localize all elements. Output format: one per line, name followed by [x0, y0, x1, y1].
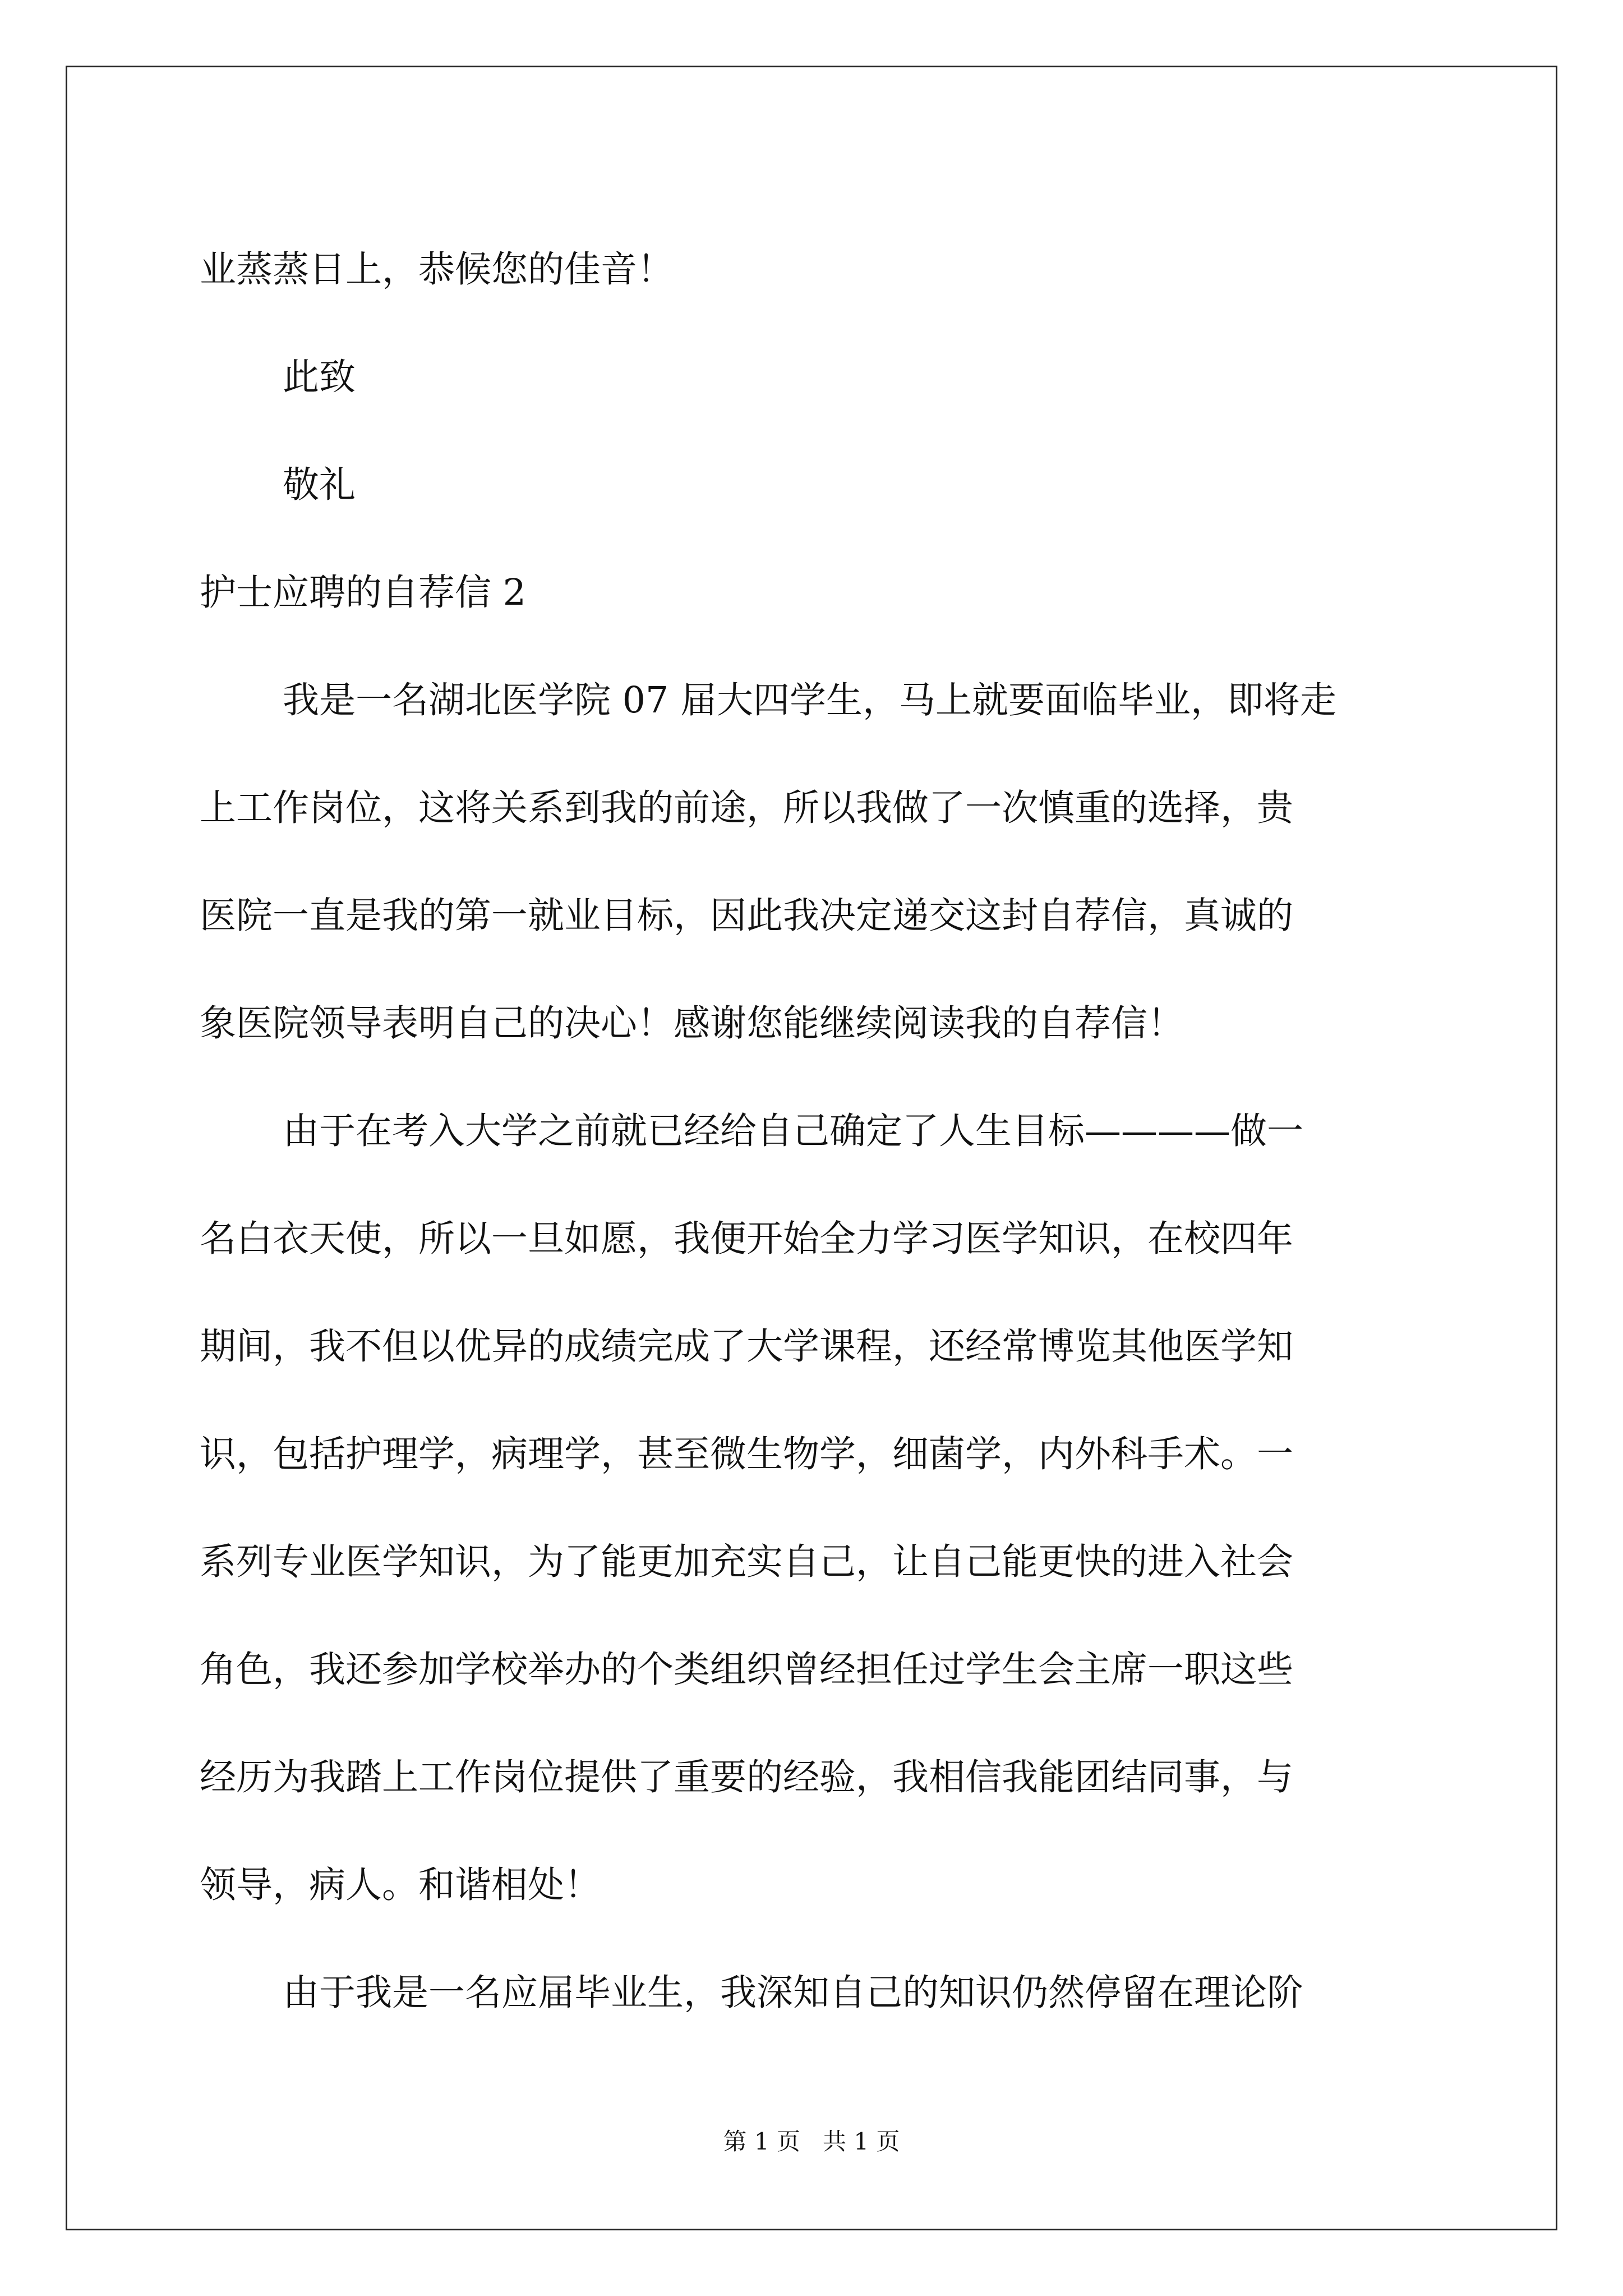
text-line-11: 期间，我不但以优异的成绩完成了大学课程，还经常博览其他医学知	[200, 1326, 1294, 1368]
text-line-9: 由于在考入大学之前就已经给自己确定了人生目标————做一	[283, 1110, 1304, 1152]
text-line-12: 识，包括护理学，病理学，甚至微生物学，细菌学，内外科手术。一	[200, 1433, 1294, 1475]
text-line-5: 我是一名湖北医学院 07 届大四学生，马上就要面临毕业，即将走	[283, 679, 1337, 721]
text-line-2: 此致	[283, 356, 356, 398]
text-line-14: 角色，我还参加学校举办的个类组织曾经担任过学生会主席一职这些	[200, 1649, 1294, 1691]
page-footer: 第 1 页 共 1 页	[723, 2128, 900, 2155]
text-line-7: 医院一直是我的第一就业目标，因此我决定递交这封自荐信，真诚的	[200, 895, 1294, 937]
text-line-1: 业蒸蒸日上，恭候您的佳音！	[200, 249, 674, 291]
section-heading: 护士应聘的自荐信 2	[200, 572, 527, 614]
text-line-10: 名白衣天使，所以一旦如愿，我便开始全力学习医学知识，在校四年	[200, 1218, 1294, 1260]
document-body	[200, 216, 1428, 2047]
text-line-3: 敬礼	[283, 464, 356, 506]
text-line-15: 经历为我踏上工作岗位提供了重要的经验，我相信我能团结同事，与	[200, 1756, 1294, 1798]
text-line-13: 系列专业医学知识，为了能更加充实自己，让自己能更快的进入社会	[200, 1541, 1294, 1583]
text-line-17: 由于我是一名应届毕业生，我深知自己的知识仍然停留在理论阶	[283, 1972, 1304, 2014]
text-line-8: 象医院领导表明自己的决心！感谢您能继续阅读我的自荐信！	[200, 1002, 1184, 1045]
text-line-6: 上工作岗位，这将关系到我的前途，所以我做了一次慎重的选择，贵	[200, 787, 1294, 829]
text-line-16: 领导，病人。和谐相处！	[200, 1864, 601, 1906]
